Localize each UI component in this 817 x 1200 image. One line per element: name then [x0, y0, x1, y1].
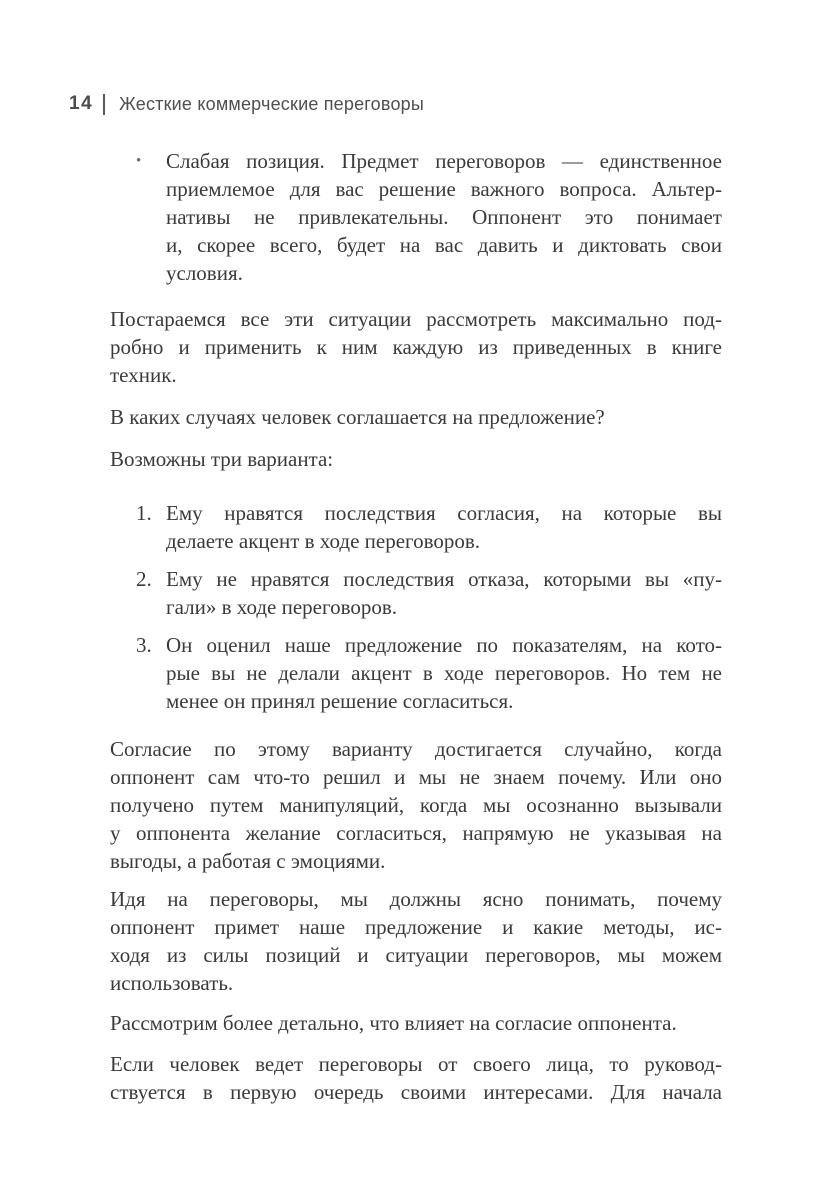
text-line: Рассмотрим более детально, что влияет на согласие оппонента. [110, 1011, 677, 1035]
text-line: Ему нравятся последствия согласия, на которые вы [166, 501, 722, 525]
list-item-number: 1. [136, 501, 152, 525]
paragraph-final [110, 1050, 722, 1106]
text-line: Идя на переговоры, мы должны ясно понимать, почему [110, 887, 722, 911]
list-item [110, 631, 722, 715]
text-line: оппонент сам что-то решил и мы не знаем почему. Или оно [110, 765, 722, 789]
list-item-text [166, 565, 722, 621]
text-line: рые вы не делали акцент в ходе переговоров. Но тем не [166, 661, 722, 685]
bullet-list-item [110, 147, 722, 287]
page-number: 14 [69, 93, 94, 114]
text-line: Слабая позиция. Предмет переговоров — единственное [166, 149, 722, 173]
paragraph-agreement [110, 735, 722, 875]
text-line: оппонент примет наше предложение и какие методы, ис- [110, 915, 722, 939]
text-line: Если человек ведет переговоры от своего лица, то руковод- [110, 1052, 722, 1076]
running-title: Жесткие коммерческие переговоры [119, 93, 425, 114]
header-divider [103, 94, 105, 115]
list-item [110, 499, 722, 555]
text-line: условия. [166, 261, 243, 285]
paragraph-intro [110, 305, 722, 389]
text-line: робно и применить к ним каждую из приведенных в книге [110, 335, 722, 359]
text-line: приемлемое для вас решение важного вопроса. Альтер- [166, 177, 722, 201]
bullet-marker: • [136, 153, 142, 169]
text-line: Он оценил наше предложение по показателям, на кото- [166, 633, 722, 657]
list-item-text [166, 499, 722, 555]
paragraph-consider [110, 1009, 722, 1037]
text-line: Согласие по этому варианту достигается случайно, когда [110, 737, 722, 761]
text-line: Постараемся все эти ситуации рассмотреть максимально под- [110, 307, 722, 331]
text-line: у оппонента желание согласиться, напрямую не указывая на [110, 821, 722, 845]
page-header [69, 93, 424, 115]
paragraph-variants-lead [110, 445, 722, 473]
paragraph-going-to-negotiations [110, 885, 722, 997]
text-line: менее он принял решение согласиться. [166, 689, 514, 713]
bullet-item-text [166, 147, 722, 287]
list-item-number: 3. [136, 633, 152, 657]
text-line: и, скорее всего, будет на вас давить и диктовать свои [166, 233, 722, 257]
list-item-number: 2. [136, 567, 152, 591]
text-line: ходя из силы позиций и ситуации переговоров, мы можем [110, 943, 722, 967]
text-line: использовать. [110, 971, 234, 995]
text-line: техник. [110, 363, 177, 387]
text-line: нативы не привлекательны. Оппонент это понимает [166, 205, 722, 229]
text-line: делаете акцент в ходе переговоров. [166, 529, 481, 553]
paragraph-question [110, 403, 722, 431]
page-body [110, 147, 722, 1106]
text-line: Возможны три варианта: [110, 447, 334, 471]
text-line: ствуется в первую очередь своими интересами. Для начала [110, 1080, 722, 1104]
list-item [110, 565, 722, 621]
text-line: Ему не нравятся последствия отказа, которыми вы «пу- [166, 567, 722, 591]
numbered-list [110, 499, 722, 715]
text-line: В каких случаях человек соглашается на предложение? [110, 405, 605, 429]
list-item-text [166, 631, 722, 715]
text-line: получено путем манипуляций, когда мы осознанно вызывали [110, 793, 722, 817]
text-line: выгоды, а работая с эмоциями. [110, 849, 386, 873]
text-line: гали» в ходе переговоров. [166, 595, 398, 619]
